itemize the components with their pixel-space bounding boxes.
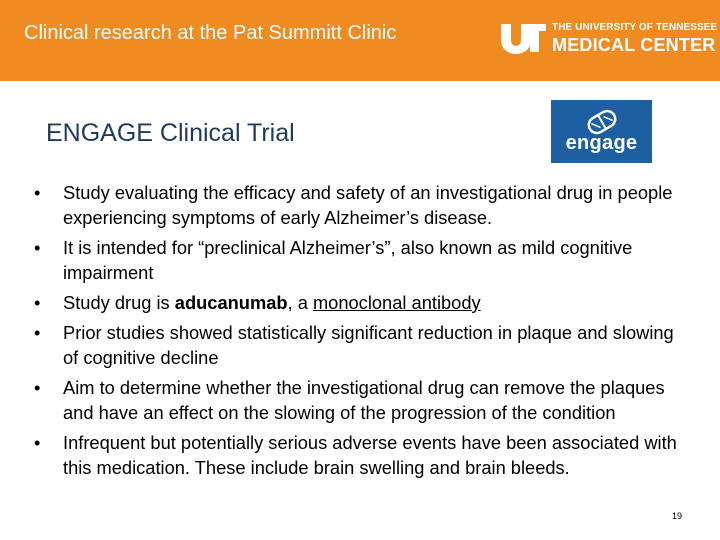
bullet-dot: • <box>34 292 41 313</box>
bullet-dot: • <box>34 322 41 343</box>
bullet-text: Prior studies showed statistically significant reduction in plaque and slowing of cognitive decline <box>63 322 674 368</box>
bullet-dot: • <box>34 377 41 398</box>
bullet-item <box>34 180 694 230</box>
ut-logo-mark-icon <box>500 22 546 54</box>
bullet-item <box>34 235 694 285</box>
bullet-dot: • <box>34 237 41 258</box>
bullet-item <box>34 430 694 480</box>
bullet-text: It is intended for “preclinical Alzheimer’s”, also known as mild cognitive impairment <box>63 237 633 283</box>
bullet-text: Study evaluating the efficacy and safety of an investigational drug in people experiencing symptoms of early Alzheimer’s disease. <box>63 182 673 228</box>
header-title: Clinical research at the Pat Summitt Clinic <box>24 22 397 44</box>
bullet-text-middle: , a <box>287 292 313 313</box>
bullet-text: Aim to determine whether the investigational drug can remove the plaques and have an effect on the slowing of the progression of the condition <box>63 377 665 423</box>
bullet-text: Infrequent but potentially serious adverse events have been associated with this medication. These include brain swelling and brain bleeds. <box>63 432 677 478</box>
monoclonal-antibody-link[interactable]: monoclonal antibody <box>312 292 481 313</box>
ut-medical-center-logo <box>500 18 718 60</box>
bullet-item <box>34 375 694 425</box>
bullet-item <box>34 320 694 370</box>
bullet-text-prefix: Study drug is <box>63 292 175 313</box>
page-number: 19 <box>672 511 683 521</box>
logo-line-medical-center: MEDICAL CENTER <box>552 35 716 55</box>
bullet-dot: • <box>34 182 41 203</box>
bullet-list <box>34 180 694 485</box>
engage-wordmark: engage <box>565 132 638 154</box>
slide-title: ENGAGE Clinical Trial <box>46 119 295 147</box>
drug-name: aducanumab <box>174 292 288 313</box>
bullet-dot: • <box>34 432 41 453</box>
engage-logo <box>551 100 652 163</box>
bullet-item <box>34 290 694 315</box>
logo-line-university: THE UNIVERSITY OF TENNESSEE <box>552 22 718 33</box>
slide-header <box>0 0 720 81</box>
